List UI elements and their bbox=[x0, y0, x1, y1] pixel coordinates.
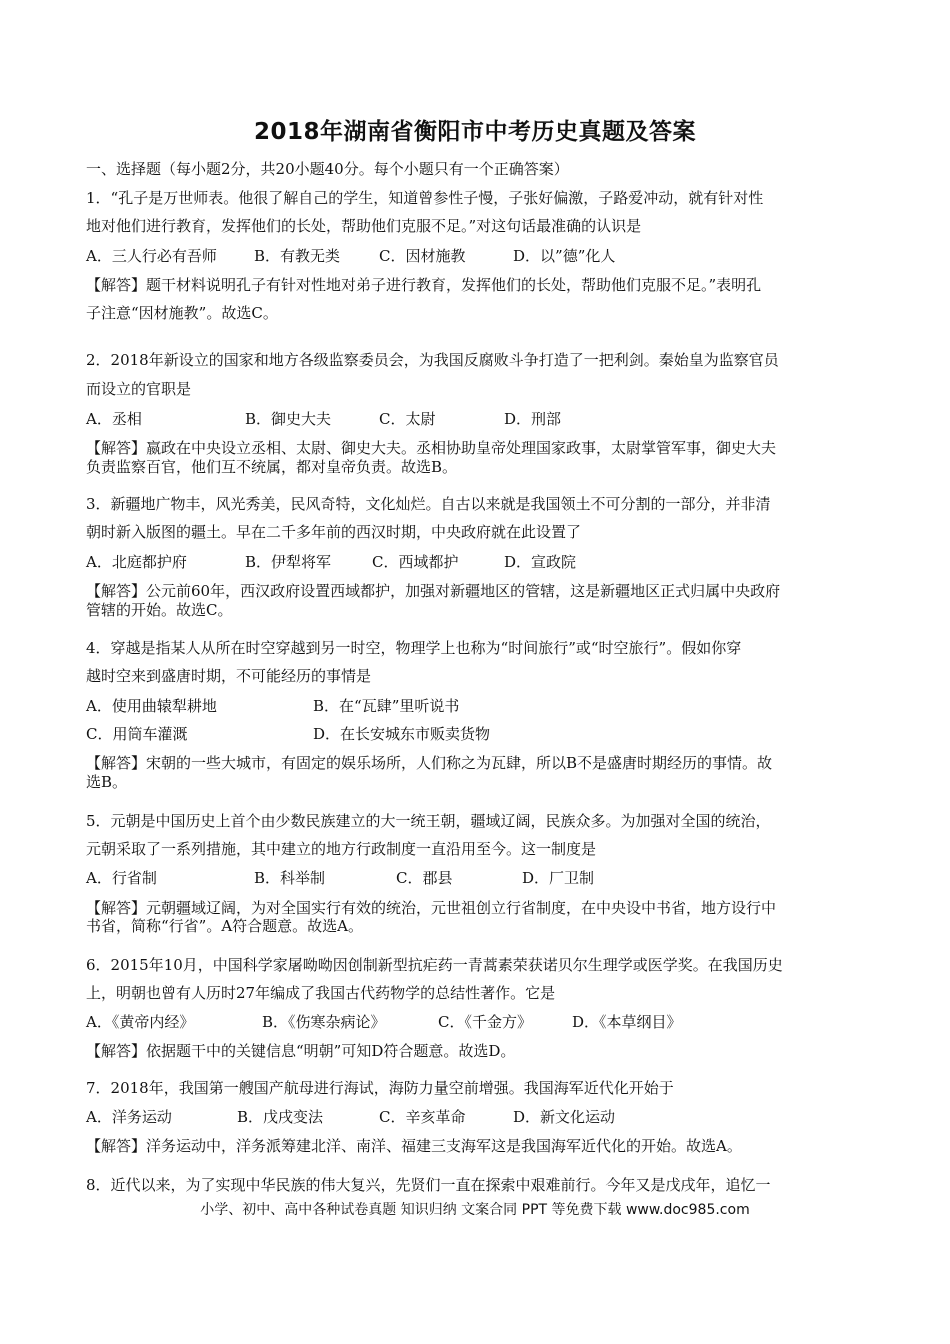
page-title: 2018年湖南省衡阳市中考历史真题及答案 bbox=[253, 119, 696, 145]
q2-stem-line1: 2．2018年新设立的国家和地方各级监察委员会，为我国反腐败斗争打造了一把利剑。秦始皇为监察官员 bbox=[86, 351, 779, 369]
q1-answer-line2: 子注意“因材施教”。故选C。 bbox=[86, 304, 278, 322]
q3-option-b: B．伊犁将军 bbox=[245, 553, 332, 571]
q3-answer-line2: 管辖的开始。故选C。 bbox=[86, 601, 233, 619]
q4-option-c: C．用筒车灌溉 bbox=[86, 725, 188, 743]
q7-stem-line1: 7．2018年，我国第一艘国产航母进行海试，海防力量空前增强。我国海军近代化开始于 bbox=[86, 1079, 674, 1097]
q5-answer-line2: 书省，简称“行省”。A符合题意。故选A。 bbox=[86, 917, 364, 935]
q1-stem-line1: 1．“孔子是万世师表。他很了解自己的学生，知道曾参性子慢，子张好偏激，子路爱冲动，就有针对性 bbox=[86, 189, 764, 207]
q1-option-c: C．因材施教 bbox=[379, 247, 466, 265]
q4-option-b: B．在“瓦肆”里听说书 bbox=[313, 697, 460, 715]
q7-option-b: B．戊戌变法 bbox=[237, 1108, 324, 1126]
q2-answer-line1: 【解答】嬴政在中央设立丞相、太尉、御史大夫。丞相协助皇帝处理国家政事，太尉掌管军事，御史大夫 bbox=[86, 439, 777, 457]
q1-option-b: B．有教无类 bbox=[254, 247, 341, 265]
q3-stem-line1: 3．新疆地广物丰，风光秀美，民风奇特，文化灿烂。自古以来就是我国领土不可分割的一部分，并非清 bbox=[86, 495, 771, 513]
q2-stem-line2: 而设立的官职是 bbox=[86, 380, 192, 398]
q4-option-a: A．使用曲辕犁耕地 bbox=[86, 697, 217, 715]
q5-option-a: A．行省制 bbox=[86, 869, 157, 887]
footer-text: 小学、初中、高中各种试卷真题 知识归纳 文案合同 PPT 等免费下载 www.doc985.com bbox=[200, 1202, 750, 1218]
q6-option-b: B．《伤寒杂病论》 bbox=[262, 1013, 386, 1031]
q1-option-a: A．三人行必有吾师 bbox=[86, 247, 217, 265]
q1-option-d: D．以”德”化人 bbox=[513, 247, 616, 265]
q6-stem-line2: 上，明朝也曾有人历时27年编成了我国古代药物学的总结性著作。它是 bbox=[86, 984, 556, 1002]
q6-answer-line1: 【解答】依据题干中的关键信息“明朝”可知D符合题意。故选D。 bbox=[86, 1042, 516, 1060]
q7-answer-line1: 【解答】洋务运动中，洋务派筹建北洋、南洋、福建三支海军这是我国海军近代化的开始。故选A。 bbox=[86, 1137, 742, 1155]
q6-stem-line1: 6．2015年10月，中国科学家屠呦呦因创制新型抗疟药一青蒿素荣获诺贝尔生理学或医学奖。在我国历史 bbox=[86, 956, 783, 974]
q4-stem-line1: 4．穿越是指某人从所在时空穿越到另一时空，物理学上也称为“时间旅行”或“时空旅行”。假如你穿 bbox=[86, 639, 742, 657]
q5-answer-line1: 【解答】元朝疆域辽阔，为对全国实行有效的统治，元世祖创立行省制度，在中央设中书省，地方设行中 bbox=[86, 899, 777, 917]
q4-answer-line2: 选B。 bbox=[86, 773, 128, 791]
q2-option-b: B．御史大夫 bbox=[245, 410, 332, 428]
q7-option-a: A．洋务运动 bbox=[86, 1108, 172, 1126]
q6-option-c: C．《千金方》 bbox=[438, 1013, 532, 1031]
q5-option-d: D．厂卫制 bbox=[522, 869, 595, 887]
q3-option-c: C．西域都护 bbox=[372, 553, 459, 571]
q4-option-d: D．在长安城东市贩卖货物 bbox=[313, 725, 491, 743]
q2-option-a: A．丞相 bbox=[86, 410, 142, 428]
q5-option-c: C．郡县 bbox=[396, 869, 453, 887]
q8-stem-line1: 8．近代以来，为了实现中华民族的伟大复兴，先贤们一直在探索中艰难前行。今年又是戊戌年，追忆一 bbox=[86, 1176, 771, 1194]
q2-option-d: D．刑部 bbox=[504, 410, 562, 428]
q7-option-c: C．辛亥革命 bbox=[379, 1108, 466, 1126]
q1-stem-line2: 地对他们进行教育，发挥他们的长处，帮助他们克服不足。”对这句话最准确的认识是 bbox=[86, 217, 642, 235]
q4-stem-line2: 越时空来到盛唐时期，不可能经历的事情是 bbox=[86, 667, 372, 685]
q2-answer-line2: 负责监察百官，他们互不统属，都对皇帝负责。故选B。 bbox=[86, 458, 458, 476]
q3-option-a: A．北庭都护府 bbox=[86, 553, 187, 571]
section-heading: 一、选择题（每小题2分，共20小题40分。每个小题只有一个正确答案） bbox=[86, 160, 569, 178]
q5-stem-line2: 元朝采取了一系列措施，其中建立的地方行政制度一直沿用至今。这一制度是 bbox=[86, 840, 597, 858]
q3-stem-line2: 朝时新入版图的疆土。早在二千多年前的西汉时期，中央政府就在此设置了 bbox=[86, 523, 582, 541]
q3-option-d: D．宣政院 bbox=[504, 553, 577, 571]
q5-stem-line1: 5．元朝是中国历史上首个由少数民族建立的大一统王朝，疆域辽阔，民族众多。为加强对全国的统治， bbox=[86, 812, 771, 830]
q5-option-b: B．科举制 bbox=[254, 869, 326, 887]
q1-answer-line1: 【解答】题干材料说明孔子有针对性地对弟子进行教育，发挥他们的长处，帮助他们克服不足。”表明孔 bbox=[86, 276, 762, 294]
q7-option-d: D．新文化运动 bbox=[513, 1108, 616, 1126]
q6-option-d: D．《本草纲目》 bbox=[572, 1013, 682, 1031]
q3-answer-line1: 【解答】公元前60年，西汉政府设置西域都护，加强对新疆地区的管辖，这是新疆地区正式归属中央政府 bbox=[86, 582, 781, 600]
q4-answer-line1: 【解答】宋朝的一些大城市，有固定的娱乐场所，人们称之为瓦肆，所以B不是盛唐时期经历的事情。故 bbox=[86, 754, 773, 772]
q6-option-a: A．《黄帝内经》 bbox=[86, 1013, 195, 1031]
q2-option-c: C．太尉 bbox=[379, 410, 436, 428]
